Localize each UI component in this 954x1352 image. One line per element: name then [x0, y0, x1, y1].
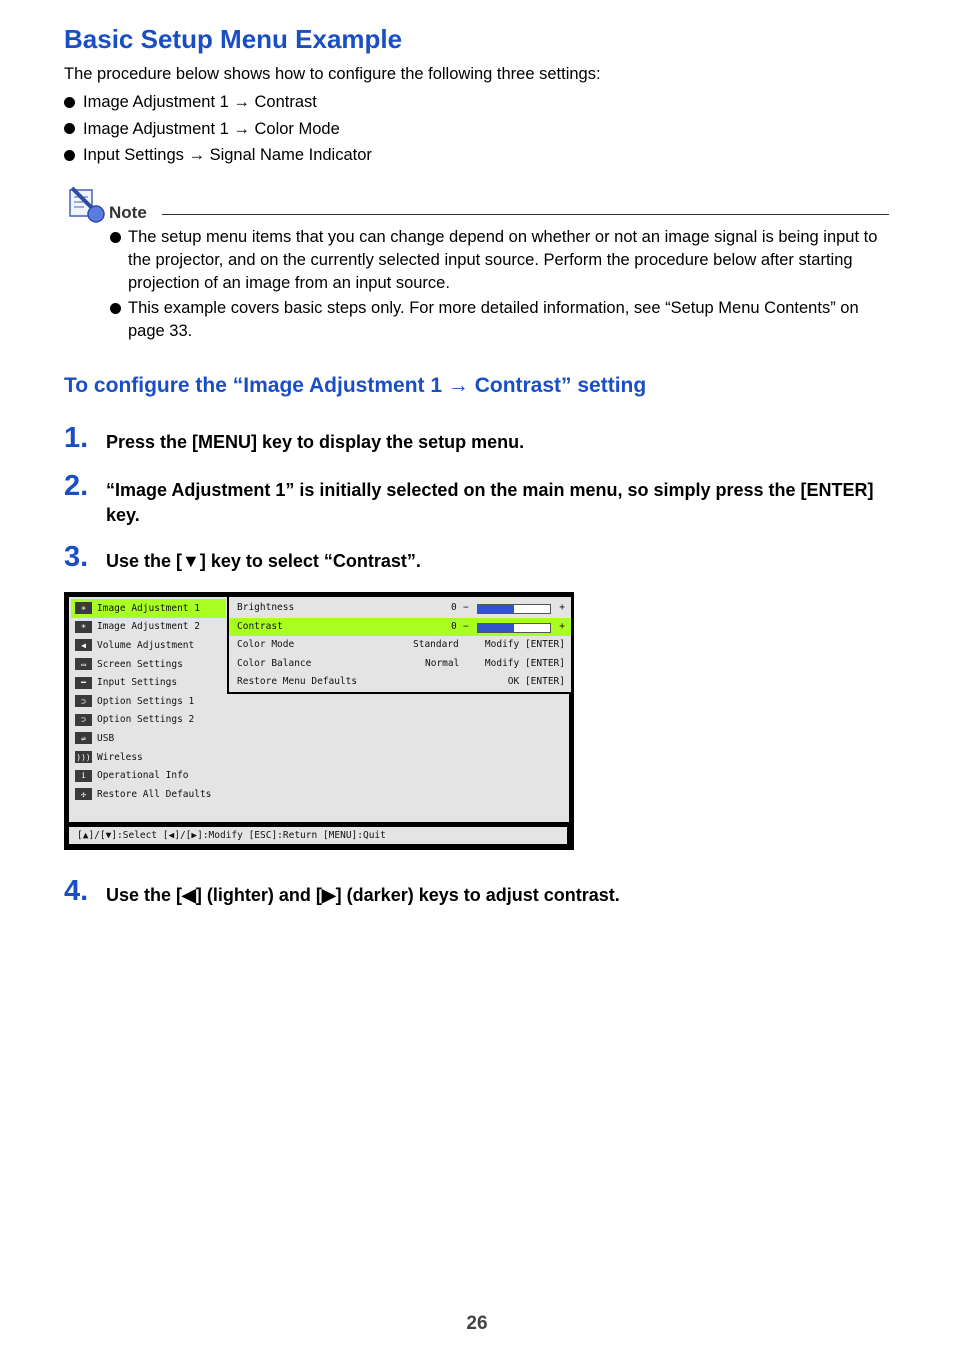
- step-text: Press the [MENU] key to display the setup menu.: [106, 432, 525, 452]
- list-item: [64, 89, 372, 116]
- menu-item-image-adjustment-1[interactable]: [71, 599, 226, 618]
- note-item-text: This example covers basic steps only. For more detailed information, see “Setup Menu Contents” on page 33.: [128, 299, 859, 340]
- image-adjust-icon: ☀: [75, 602, 92, 614]
- note-item: [110, 226, 890, 295]
- submenu-value: 0: [451, 620, 457, 632]
- menu-item-label: Option Settings 2: [97, 714, 195, 726]
- menu-item-label: USB: [97, 732, 115, 744]
- menu-item-restore-all-defaults[interactable]: [71, 785, 226, 804]
- menu-item-label: Image Adjustment 1: [97, 602, 200, 614]
- minus-icon: −: [463, 602, 469, 613]
- list-item-text: Image Adjustment 1 → Color Mode: [83, 119, 340, 138]
- menu-item-image-adjustment-2[interactable]: [71, 618, 226, 637]
- submenu-row-color-mode[interactable]: [229, 636, 571, 655]
- menu-status-bar: [▲]/[▼]:Select [◀]/[▶]:Modify [ESC]:Return [MENU]:Quit: [69, 827, 567, 844]
- submenu-row-brightness[interactable]: [229, 599, 571, 618]
- submenu-value: Normal: [425, 657, 460, 669]
- menu-item-volume-adjustment[interactable]: [71, 636, 226, 655]
- menu-item-label: Operational Info: [97, 770, 189, 782]
- submenu-action: Modify [ENTER]: [484, 639, 565, 651]
- menu-item-label: Restore All Defaults: [97, 788, 212, 800]
- submenu-panel: [227, 597, 571, 694]
- wireless-icon: ))): [76, 752, 91, 762]
- menu-item-label: Screen Settings: [97, 658, 183, 670]
- menu-item-label: Wireless: [97, 751, 143, 763]
- step-number: 4.: [64, 875, 89, 907]
- menu-item-operational-info[interactable]: [71, 766, 226, 785]
- speaker-icon: ◀: [75, 639, 92, 651]
- step-number: 1.: [64, 422, 89, 454]
- submenu-action: OK [ENTER]: [507, 676, 565, 688]
- restore-icon: ✣: [75, 788, 92, 800]
- bullet-icon: [110, 303, 121, 314]
- menu-item-label: Volume Adjustment: [97, 639, 195, 651]
- minus-icon: −: [463, 620, 469, 632]
- screen-icon: ▭: [75, 658, 92, 670]
- note-item: [110, 297, 890, 343]
- option-icon: ⊃: [75, 695, 92, 707]
- page-title: Basic Setup Menu Example: [64, 24, 403, 54]
- list-item: [64, 116, 372, 143]
- menu-item-label: Image Adjustment 2: [97, 621, 200, 633]
- plus-icon: +: [559, 602, 565, 613]
- list-item-text: Image Adjustment 1 → Contrast: [83, 93, 317, 112]
- list-item: [64, 142, 372, 169]
- plus-icon: +: [559, 620, 565, 632]
- usb-icon: ⇌: [75, 732, 92, 744]
- step-text: “Image Adjustment 1” is initially selected on the main menu, so simply press the [ENTER] key.: [106, 480, 874, 525]
- submenu-action: Modify [ENTER]: [484, 657, 565, 669]
- menu-item-label: Input Settings: [97, 677, 178, 689]
- bullet-icon: [64, 150, 75, 161]
- note-divider: [162, 214, 889, 215]
- menu-item-input-settings[interactable]: [71, 673, 226, 692]
- submenu-label: Contrast: [237, 620, 283, 632]
- step-text: Use the [◀] (lighter) and [▶] (darker) keys to adjust contrast.: [106, 885, 620, 905]
- submenu-label: Restore Menu Defaults: [237, 676, 358, 688]
- menu-item-usb[interactable]: [71, 729, 226, 748]
- submenu-label: Color Balance: [237, 657, 312, 669]
- note-item-text: The setup menu items that you can change depend on whether or not an image signal is being input to the projector, and on the currently selected input source. Perform the procedure below after starting projection of an image from an input source.: [128, 228, 878, 292]
- page-number: 26: [466, 1313, 488, 1334]
- slider-fill: [478, 605, 514, 613]
- step-number: 3.: [64, 541, 89, 573]
- submenu-label: Brightness: [237, 602, 295, 613]
- step-number: 2.: [64, 470, 89, 502]
- menu-item-option-settings-1[interactable]: [71, 692, 226, 711]
- option-icon: ⊃: [75, 714, 92, 726]
- bullet-icon: [64, 123, 75, 134]
- info-icon: i: [75, 770, 92, 782]
- brightness-slider[interactable]: [477, 604, 551, 614]
- settings-list: [64, 89, 372, 169]
- menu-item-screen-settings[interactable]: [71, 655, 226, 674]
- bullet-icon: [64, 97, 75, 108]
- step-text: Use the [▼] key to select “Contrast”.: [106, 551, 421, 571]
- main-menu: [71, 599, 226, 804]
- submenu-row-color-balance[interactable]: [229, 655, 571, 674]
- submenu-row-restore-menu-defaults[interactable]: [229, 673, 571, 692]
- section-title: To configure the “Image Adjustment 1 → Contrast” setting: [64, 374, 647, 397]
- image-adjust-icon: ☀: [75, 621, 92, 633]
- note-header: [66, 186, 889, 226]
- setup-menu-screenshot: [64, 592, 574, 850]
- intro-text: The procedure below shows how to configure the following three settings:: [64, 65, 601, 83]
- note-list: [110, 226, 890, 345]
- menu-item-option-settings-2[interactable]: [71, 711, 226, 730]
- contrast-slider[interactable]: [477, 623, 551, 633]
- submenu-value: Standard: [413, 639, 459, 651]
- input-icon: ━: [75, 677, 92, 689]
- note-label: Note: [109, 203, 147, 222]
- menu-item-wireless[interactable]: [71, 748, 226, 767]
- submenu-row-contrast[interactable]: [229, 618, 571, 637]
- submenu-label: Color Mode: [237, 639, 295, 651]
- menu-frame: [69, 597, 569, 822]
- note-pencil-icon: [66, 186, 106, 224]
- menu-item-label: Option Settings 1: [97, 695, 195, 707]
- bullet-icon: [110, 232, 121, 243]
- list-item-text: Input Settings → Signal Name Indicator: [83, 146, 372, 165]
- slider-fill: [478, 624, 514, 632]
- submenu-value: 0: [451, 602, 457, 613]
